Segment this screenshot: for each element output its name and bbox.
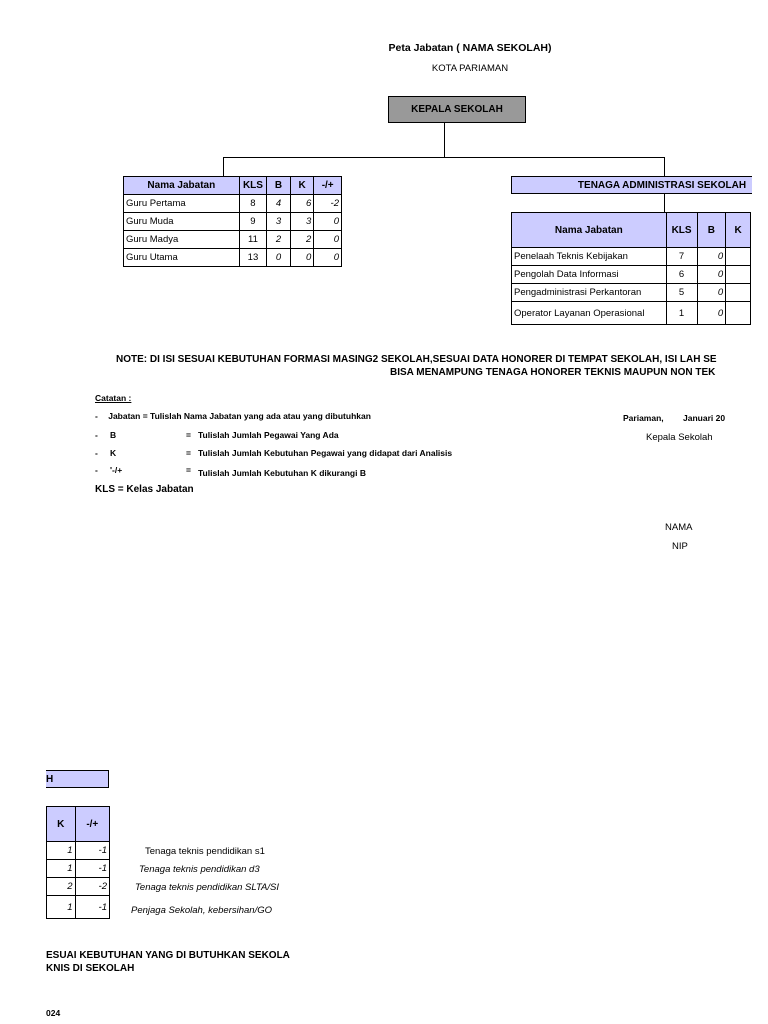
catatan-title: Catatan :	[95, 393, 132, 403]
admin-table-header	[512, 213, 751, 248]
signature-nip: NIP	[672, 541, 688, 552]
catatan-dash: -	[95, 465, 98, 475]
cell-k	[726, 302, 751, 325]
page-subtitle: KOTA PARIAMAN	[431, 63, 509, 74]
page-title: Peta Jabatan ( NAMA SEKOLAH)	[388, 42, 552, 54]
cell-b: 2	[267, 231, 291, 249]
table-row	[47, 860, 110, 878]
cell-diff: -2	[75, 878, 109, 896]
catatan-eq: =	[186, 448, 191, 458]
admin-table-continuation-header	[47, 807, 110, 842]
cell-diff: -1	[75, 842, 109, 860]
cell-name: Pengolah Data Informasi	[512, 266, 667, 284]
cell-k: 1	[47, 896, 76, 919]
cell-k	[726, 266, 751, 284]
cell-k: 1	[47, 842, 76, 860]
cell-b: 0	[267, 249, 291, 267]
note-continuation-2: KNIS DI SEKOLAH	[46, 963, 135, 974]
catatan-desc: Tulislah Jumlah Pegawai Yang Ada	[198, 430, 339, 440]
catatan-key: B	[110, 430, 117, 440]
cell-kls: 11	[239, 231, 267, 249]
catatan-item	[95, 411, 515, 421]
signature-date-continuation: 024	[46, 1008, 61, 1018]
catatan-eq: =	[186, 465, 191, 475]
signature-name: NAMA	[665, 522, 693, 533]
cell-kls: 9	[239, 213, 267, 231]
head-box: KEPALA SEKOLAH	[388, 96, 526, 123]
signature-place: Pariaman,	[623, 413, 664, 423]
catatan-item	[95, 448, 515, 458]
cell-diff: -1	[75, 860, 109, 878]
cell-kls: 1	[666, 302, 697, 325]
cell-kls: 13	[239, 249, 267, 267]
remark-1: Tenaga teknis pendidikan s1	[145, 846, 265, 857]
cell-name: Guru Muda	[124, 213, 240, 231]
col-plusminus: -/+	[314, 177, 342, 195]
cell-b: 0	[697, 266, 726, 284]
cell-name: Guru Utama	[124, 249, 240, 267]
table-row	[512, 248, 751, 266]
table-row	[124, 213, 342, 231]
cell-name: Guru Madya	[124, 231, 240, 249]
signature-role: Kepala Sekolah	[646, 432, 713, 443]
admin-table-continuation-viewport	[46, 806, 110, 926]
connector-horizontal	[223, 157, 665, 158]
table-row	[512, 266, 751, 284]
cell-kls: 8	[239, 195, 267, 213]
cell-diff: 0	[314, 231, 342, 249]
note-line-2: BISA MENAMPUNG TENAGA HONORER TEKNIS MAUPUN NON TEK	[390, 367, 716, 378]
cell-k	[726, 248, 751, 266]
connector-right-drop	[664, 157, 665, 176]
table-row	[47, 878, 110, 896]
cell-k: 2	[47, 878, 76, 896]
table-row	[124, 249, 342, 267]
signature-date: Januari 20	[683, 413, 726, 423]
cell-name: Guru Pertama	[124, 195, 240, 213]
cell-diff: 0	[314, 213, 342, 231]
cell-name: Penelaah Teknis Kebijakan	[512, 248, 667, 266]
admin-position-table	[511, 212, 751, 325]
admin-banner-continuation-label: H	[46, 774, 54, 785]
admin-table-viewport	[511, 212, 742, 332]
cell-diff: -2	[314, 195, 342, 213]
table-row	[47, 842, 110, 860]
catatan-dash: -	[95, 430, 98, 440]
admin-staff-banner	[511, 176, 752, 194]
admin-table-continuation	[46, 806, 110, 919]
cell-kls: 5	[666, 284, 697, 302]
catatan-item	[95, 430, 515, 440]
cell-name: Operator Layanan Operasional	[512, 302, 667, 325]
cell-kls: 6	[666, 266, 697, 284]
catatan-dash: -	[95, 411, 98, 421]
table-row	[512, 284, 751, 302]
left-table-header	[124, 177, 342, 195]
col-kls: KLS	[666, 213, 697, 248]
col-k: K	[47, 807, 76, 842]
cell-diff: 0	[314, 249, 342, 267]
connector-vertical-main	[444, 122, 445, 158]
col-b: B	[267, 177, 291, 195]
kls-legend: KLS = Kelas Jabatan	[95, 484, 194, 495]
catatan-eq: =	[186, 430, 191, 440]
remark-3: Tenaga teknis pendidikan SLTA/SI	[135, 882, 280, 893]
cell-k: 3	[290, 213, 314, 231]
connector-left-drop	[223, 157, 224, 176]
catatan-key: Jabatan = Tulislah Nama Jabatan yang ada atau yang dibutuhkan	[108, 411, 371, 421]
note-line-1: NOTE: DI ISI SESUAI KEBUTUHAN FORMASI MASING2 SEKOLAH,SESUAI DATA HONORER DI TEMPAT SEKOLAH, ISI LAH SE	[116, 354, 717, 365]
cell-kls: 7	[666, 248, 697, 266]
cell-diff: -1	[75, 896, 109, 919]
cell-b: 0	[697, 284, 726, 302]
col-nama-jabatan: Nama Jabatan	[512, 213, 667, 248]
cell-b: 0	[697, 302, 726, 325]
col-plusminus: -/+	[75, 807, 109, 842]
col-k: K	[290, 177, 314, 195]
admin-staff-banner-label: TENAGA ADMINISTRASI SEKOLAH	[577, 180, 747, 191]
left-position-table	[123, 176, 342, 267]
catatan-item	[95, 465, 515, 478]
admin-banner-continuation	[46, 770, 109, 788]
col-kls: KLS	[239, 177, 267, 195]
catatan-key: K	[110, 448, 117, 458]
table-row	[512, 302, 751, 325]
cell-b: 4	[267, 195, 291, 213]
cell-b: 3	[267, 213, 291, 231]
cell-k	[726, 284, 751, 302]
cell-k: 0	[290, 249, 314, 267]
col-b: B	[697, 213, 726, 248]
table-row	[47, 896, 110, 919]
cell-name: Pengadministrasi Perkantoran	[512, 284, 667, 302]
table-row	[124, 195, 342, 213]
remark-2: Tenaga teknis pendidikan d3	[139, 864, 260, 875]
catatan-desc: Tulislah Jumlah Kebutuhan Pegawai yang didapat dari Analisis	[198, 448, 453, 458]
remark-4: Penjaga Sekolah, kebersihan/GO	[131, 905, 273, 916]
note-continuation-1: ESUAI KEBUTUHAN YANG DI BUTUHKAN SEKOLA	[46, 950, 290, 961]
cell-k: 6	[290, 195, 314, 213]
cell-b: 0	[697, 248, 726, 266]
col-nama-jabatan: Nama Jabatan	[124, 177, 240, 195]
cell-k: 1	[47, 860, 76, 878]
cell-k: 2	[290, 231, 314, 249]
catatan-dash: -	[95, 448, 98, 458]
col-k: K	[726, 213, 751, 248]
catatan-desc: Tulislah Jumlah Kebutuhan K dikurangi B	[198, 468, 366, 478]
catatan-key: '-/+	[110, 465, 123, 475]
table-row	[124, 231, 342, 249]
connector-banner-drop	[664, 194, 665, 212]
